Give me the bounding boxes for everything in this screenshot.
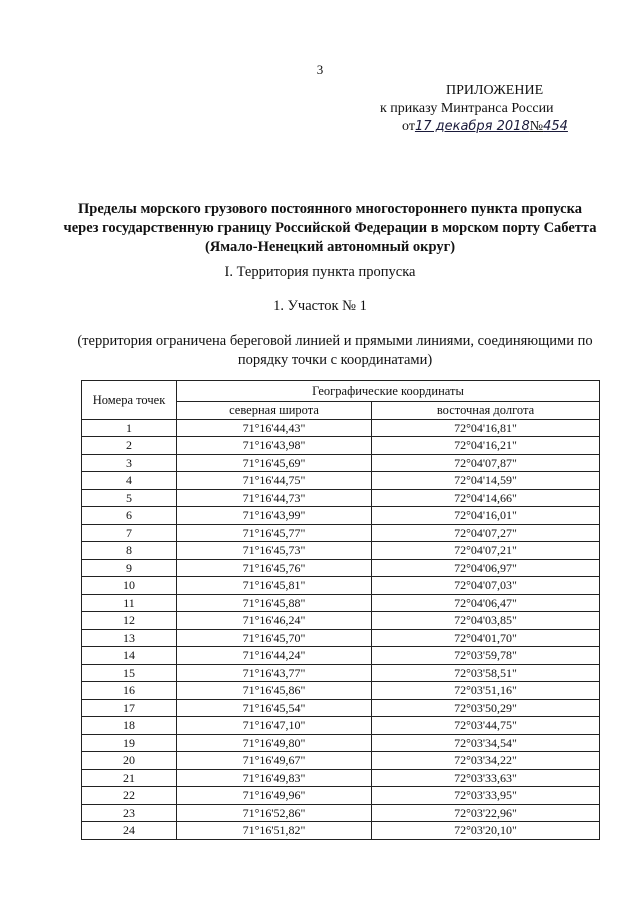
cell-point-number: 19: [82, 734, 177, 752]
cell-longitude: 72°04'07,27": [372, 524, 600, 542]
cell-point-number: 14: [82, 647, 177, 665]
cell-longitude: 72°04'07,03": [372, 577, 600, 595]
cell-latitude: 71°16'46,24": [177, 612, 372, 630]
table-row: [82, 769, 600, 787]
cell-point-number: 2: [82, 437, 177, 455]
cell-latitude: 71°16'45,69": [177, 454, 372, 472]
cell-latitude: 71°16'44,43": [177, 419, 372, 437]
cell-latitude: 71°16'44,73": [177, 489, 372, 507]
table-row: [82, 419, 600, 437]
coordinates-table: [81, 380, 600, 840]
cell-point-number: 7: [82, 524, 177, 542]
cell-longitude: 72°03'51,16": [372, 682, 600, 700]
cell-point-number: 6: [82, 507, 177, 525]
cell-longitude: 72°03'33,63": [372, 769, 600, 787]
cell-point-number: 10: [82, 577, 177, 595]
table-row: [82, 699, 600, 717]
cell-point-number: 20: [82, 752, 177, 770]
header-geo-coordinates: Географические координаты: [177, 381, 600, 402]
table-row: [82, 717, 600, 735]
cell-point-number: 1: [82, 419, 177, 437]
header-longitude: восточная долгота: [372, 402, 600, 420]
table-row: [82, 664, 600, 682]
appendix-title: ПРИЛОЖЕНИЕ: [446, 83, 544, 98]
table-row: [82, 752, 600, 770]
cell-point-number: 9: [82, 559, 177, 577]
table-row: [82, 489, 600, 507]
table-row: [82, 647, 600, 665]
cell-latitude: 71°16'43,98": [177, 437, 372, 455]
cell-longitude: 72°03'33,95": [372, 787, 600, 805]
cell-latitude: 71°16'49,80": [177, 734, 372, 752]
cell-longitude: 72°04'16,81": [372, 419, 600, 437]
cell-longitude: 72°04'07,87": [372, 454, 600, 472]
number-label: №: [529, 119, 544, 134]
cell-latitude: 71°16'45,77": [177, 524, 372, 542]
cell-latitude: 71°16'52,86": [177, 804, 372, 822]
cell-longitude: 72°03'44,75": [372, 717, 600, 735]
page-number: 3: [316, 62, 324, 77]
table-row: [82, 437, 600, 455]
cell-latitude: 71°16'45,73": [177, 542, 372, 560]
table-row: [82, 507, 600, 525]
cell-longitude: 72°03'59,78": [372, 647, 600, 665]
header-point-number: Номера точек: [82, 381, 177, 420]
cell-latitude: 71°16'43,77": [177, 664, 372, 682]
cell-longitude: 72°04'14,59": [372, 472, 600, 490]
appendix-date-line: [402, 118, 600, 136]
cell-latitude: 71°16'45,81": [177, 577, 372, 595]
cell-point-number: 11: [82, 594, 177, 612]
cell-longitude: 72°04'07,21": [372, 542, 600, 560]
cell-point-number: 4: [82, 472, 177, 490]
cell-latitude: 71°16'51,82": [177, 822, 372, 840]
territory-note: (территория ограничена береговой линией и прямыми линиями, соединяющими по порядку точки с координатами): [77, 333, 593, 368]
table-row: [82, 542, 600, 560]
cell-point-number: 12: [82, 612, 177, 630]
cell-latitude: 71°16'45,54": [177, 699, 372, 717]
appendix-block: [380, 82, 600, 136]
table-row: [82, 804, 600, 822]
cell-point-number: 13: [82, 629, 177, 647]
handwritten-date: 17 декабря 2018: [414, 119, 530, 134]
cell-point-number: 3: [82, 454, 177, 472]
cell-longitude: 72°04'16,01": [372, 507, 600, 525]
table-row: [82, 524, 600, 542]
cell-latitude: 71°16'45,76": [177, 559, 372, 577]
table-row: [82, 472, 600, 490]
cell-longitude: 72°04'01,70": [372, 629, 600, 647]
cell-longitude: 72°03'34,22": [372, 752, 600, 770]
cell-latitude: 71°16'45,88": [177, 594, 372, 612]
cell-longitude: 72°04'06,97": [372, 559, 600, 577]
cell-longitude: 72°04'06,47": [372, 594, 600, 612]
section-heading: I. Территория пункта пропуска: [224, 264, 416, 280]
cell-latitude: 71°16'43,99": [177, 507, 372, 525]
cell-latitude: 71°16'49,83": [177, 769, 372, 787]
table-row: [82, 612, 600, 630]
table-row: [82, 787, 600, 805]
appendix-order: к приказу Минтранса России: [380, 101, 554, 116]
cell-point-number: 22: [82, 787, 177, 805]
cell-latitude: 71°16'45,86": [177, 682, 372, 700]
cell-longitude: 72°03'50,29": [372, 699, 600, 717]
table-row: [82, 734, 600, 752]
cell-point-number: 23: [82, 804, 177, 822]
cell-latitude: 71°16'49,67": [177, 752, 372, 770]
cell-latitude: 71°16'44,24": [177, 647, 372, 665]
table-row: [82, 594, 600, 612]
cell-latitude: 71°16'49,96": [177, 787, 372, 805]
date-prefix: от: [402, 119, 415, 134]
cell-point-number: 17: [82, 699, 177, 717]
cell-longitude: 72°04'16,21": [372, 437, 600, 455]
cell-latitude: 71°16'44,75": [177, 472, 372, 490]
cell-longitude: 72°04'14,66": [372, 489, 600, 507]
cell-point-number: 15: [82, 664, 177, 682]
cell-latitude: 71°16'45,70": [177, 629, 372, 647]
cell-point-number: 24: [82, 822, 177, 840]
table-row: [82, 682, 600, 700]
cell-point-number: 18: [82, 717, 177, 735]
cell-point-number: 16: [82, 682, 177, 700]
cell-latitude: 71°16'47,10": [177, 717, 372, 735]
table-row: [82, 822, 600, 840]
table-row: [82, 454, 600, 472]
cell-point-number: 8: [82, 542, 177, 560]
cell-longitude: 72°04'03,85": [372, 612, 600, 630]
cell-point-number: 21: [82, 769, 177, 787]
part-heading: 1. Участок № 1: [273, 298, 367, 314]
table-row: [82, 577, 600, 595]
handwritten-number: 454: [543, 119, 568, 134]
cell-point-number: 5: [82, 489, 177, 507]
document-title: Пределы морского грузового постоянного многостороннего пункта пропуска через государственную границу Российской Федерации в морском порту Сабетта (Ямало-Ненецкий автономный округ): [63, 201, 597, 255]
header-latitude: северная широта: [177, 402, 372, 420]
table-row: [82, 629, 600, 647]
cell-longitude: 72°03'58,51": [372, 664, 600, 682]
cell-longitude: 72°03'22,96": [372, 804, 600, 822]
cell-longitude: 72°03'34,54": [372, 734, 600, 752]
cell-longitude: 72°03'20,10": [372, 822, 600, 840]
table-row: [82, 559, 600, 577]
